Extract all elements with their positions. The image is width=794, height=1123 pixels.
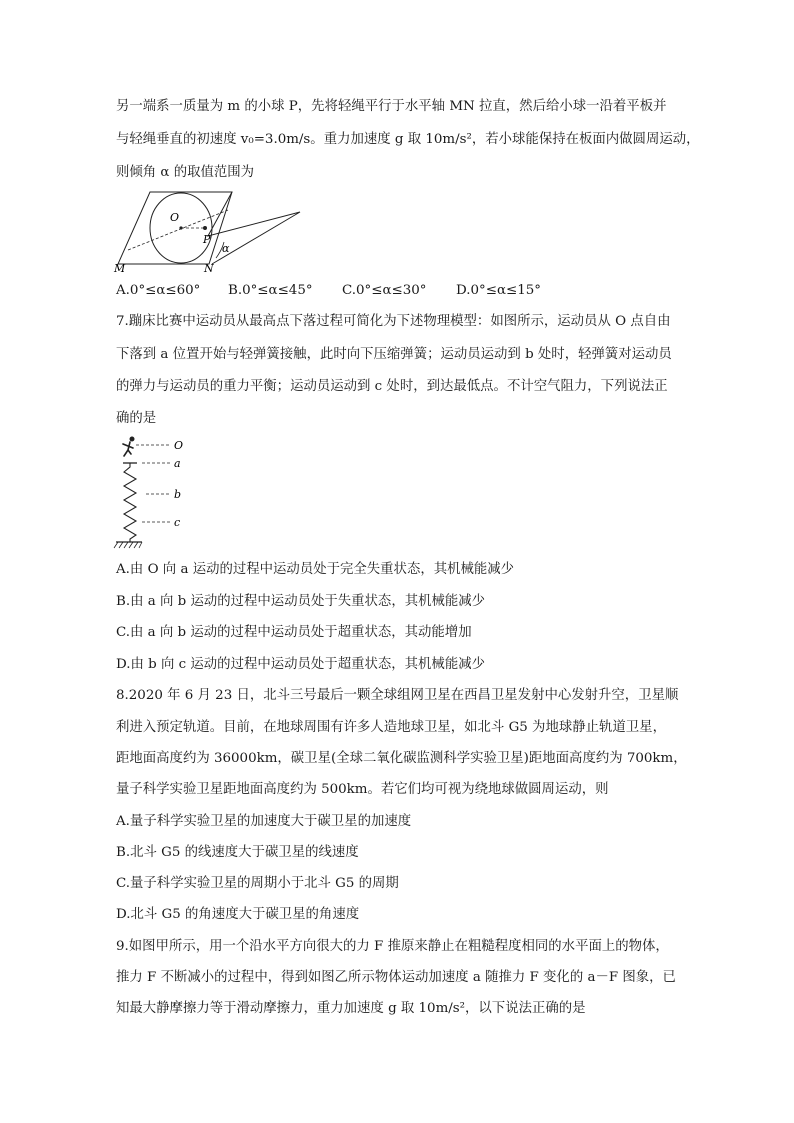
q7-option-d[interactable]: D.由 b 向 c 运动的过程中运动员处于超重状态，其机械能减少 (116, 657, 485, 672)
q6-option-a[interactable]: A.0°≤α≤60° (116, 283, 201, 298)
q7-option-b[interactable]: B.由 a 向 b 运动的过程中运动员处于失重状态，其机械能减少 (116, 594, 486, 609)
fig6-label-M: M (114, 262, 126, 272)
athlete-icon (123, 437, 135, 457)
q6-option-b[interactable]: B.0°≤α≤45° (228, 283, 313, 298)
q7-text-line-4: 确的是 (116, 411, 157, 426)
q8-text-line-1: 8.2020 年 6 月 23 日，北斗三号最后一颗全球组网卫星在西昌卫星发射中心发射升空，卫星顺 (116, 688, 679, 703)
fig7-label-a: a (174, 457, 181, 470)
fig6-label-O: O (170, 211, 180, 224)
fig6-label-P: P (203, 233, 211, 246)
q9-text-line-1: 9.如图甲所示，用一个沿水平方向很大的力 F 推原来静止在粗糙程度相同的水平面上的物体， (116, 939, 669, 954)
q7-text-line-2: 下落到 a 位置开始与轻弹簧接触，此时向下压缩弹簧；运动员运动到 b 处时，轻弹簧对运动员 (116, 347, 672, 362)
q8-option-d[interactable]: D.北斗 G5 的角速度大于碳卫星的角速度 (116, 907, 360, 922)
q6-option-d[interactable]: D.0°≤α≤15° (456, 283, 541, 298)
q8-text-line-4: 量子科学实验卫星距地面高度约为 500km。若它们均可视为绕地球做圆周运动，则 (116, 782, 609, 797)
fig7-label-O: O (174, 439, 184, 452)
q9-text-line-3: 知最大静摩擦力等于滑动摩擦力，重力加速度 g 取 10m/s²，以下说法正确的是 (116, 1001, 586, 1016)
q8-text-line-2: 利进入预定轨道。目前，在地球周围有许多人造地球卫星，如北斗 G5 为地球静止轨道卫星， (116, 720, 666, 735)
q8-option-a[interactable]: A.量子科学实验卫星的加速度大于碳卫星的加速度 (116, 814, 412, 829)
q9-text-line-2: 推力 F 不断减小的过程中，得到如图乙所示物体运动加速度 a 随推力 F 变化的 a－F 图象，已 (116, 970, 676, 985)
fig7-label-c: c (174, 516, 181, 529)
q6-option-c[interactable]: C.0°≤α≤30° (342, 283, 427, 298)
fig6-label-N: N (204, 262, 214, 272)
q7-text-line-3: 的弹力与运动员的重力平衡；运动员运动到 c 处时，到达最低点。不计空气阻力，下列说法正 (116, 379, 668, 394)
q8-option-c[interactable]: C.量子科学实验卫星的周期小于北斗 G5 的周期 (116, 876, 399, 891)
fig6-label-alpha: α (222, 242, 230, 255)
q6-inclined-plane-figure (112, 188, 308, 272)
q7-option-a[interactable]: A.由 O 向 a 运动的过程中运动员处于完全失重状态，其机械能减少 (116, 562, 515, 577)
q6-text-line-2: 与轻绳垂直的初速度 v₀=3.0m/s。重力加速度 g 取 10m/s²，若小球能保持在板面内做圆周运动， (116, 132, 700, 147)
q7-text-line-1: 7.蹦床比赛中运动员从最高点下落过程可简化为下述物理模型：如图所示，运动员从 O 点自由 (116, 314, 671, 329)
q8-text-line-3: 距地面高度约为 36000km，碳卫星(全球二氧化碳监测科学实验卫星)距地面高度约为 700km， (116, 751, 687, 766)
fig7-label-b: b (174, 488, 182, 501)
q8-option-b[interactable]: B.北斗 G5 的线速度大于碳卫星的线速度 (116, 845, 359, 860)
q7-option-c[interactable]: C.由 a 向 b 运动的过程中运动员处于超重状态，其动能增加 (116, 625, 472, 640)
q7-trampoline-spring-figure (112, 434, 194, 550)
q6-text-line-3: 则倾角 α 的取值范围为 (116, 165, 255, 180)
q6-text-line-1: 另一端系一质量为 m 的小球 P，先将轻绳平行于水平轴 MN 拉直，然后给小球一沿着平板并 (116, 99, 667, 114)
